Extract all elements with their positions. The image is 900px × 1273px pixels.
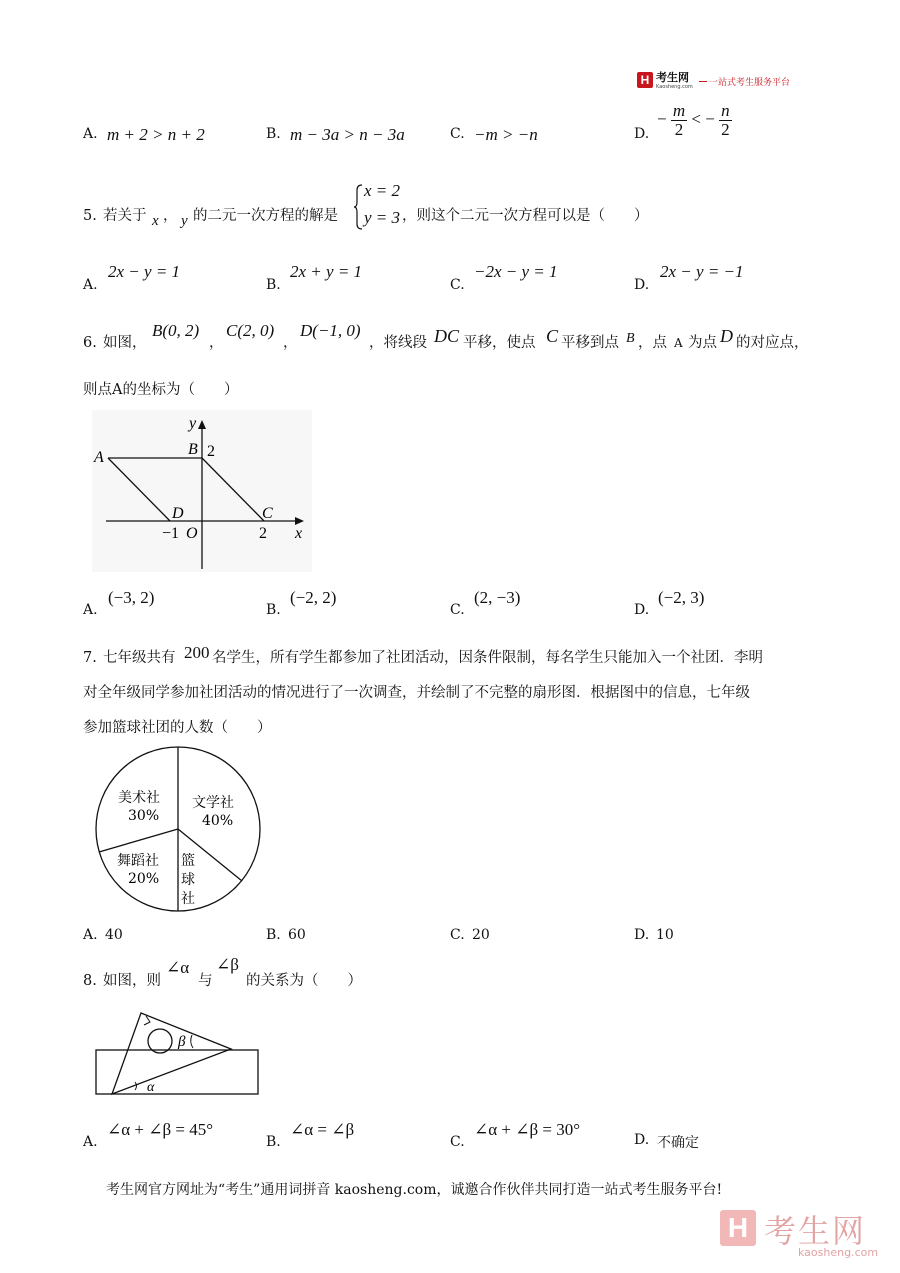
numerator: m	[672, 101, 686, 120]
q6-point-b-label: B	[626, 331, 635, 346]
watermark-url: kaosheng.com	[798, 1246, 879, 1259]
q5-system-brace	[354, 184, 364, 230]
slice-label-basketball-3: 社	[181, 891, 195, 907]
slice-pct-literature: 40%	[202, 813, 234, 829]
q8-text-c: 的关系为（ ）	[246, 973, 362, 989]
q6-point-c-label: C	[546, 326, 559, 346]
q7-option-d-value: 10	[656, 927, 674, 943]
set-square-triangle	[112, 1013, 231, 1094]
q7-option-a-value: 40	[105, 927, 123, 943]
label-d: D	[172, 505, 184, 522]
slice-label-dance: 舞蹈社	[117, 853, 159, 869]
q7-line3: 参加篮球社团的人数（ ）	[83, 720, 272, 736]
q6-option-d-letter: D.	[634, 602, 650, 618]
q5-option-a-expr: 2x − y = 1	[108, 262, 181, 281]
slice-pct-dance: 20%	[128, 871, 160, 887]
q5-option-c-letter: C.	[450, 277, 465, 293]
q6-option-b-expr: (−2, 2)	[290, 588, 337, 607]
logo-icon: H	[637, 72, 653, 88]
q6-text-a: 如图，	[103, 335, 147, 351]
q6-sep1: ，	[209, 335, 224, 351]
q8-option-c-expr: ∠α + ∠β = 30°	[474, 1120, 581, 1139]
q4-option-d-expr	[657, 102, 732, 139]
tick-2-y: 2	[207, 443, 215, 460]
q5-text-a: 若关于	[103, 208, 147, 224]
header-logo	[637, 71, 807, 91]
q6-option-a-expr: (−3, 2)	[108, 588, 155, 607]
watermark-logo-icon: H	[720, 1210, 756, 1246]
q8-text-b: 与	[198, 973, 213, 989]
label-c: C	[262, 505, 273, 522]
minus-sign: −	[705, 109, 715, 129]
q6-line2: 则点A的坐标为（ ）	[83, 382, 239, 398]
label-alpha: α	[147, 1080, 155, 1095]
q7-option-b-value: 60	[288, 927, 306, 943]
q8-option-b-expr: ∠α = ∠β	[290, 1120, 355, 1139]
less-than-sign: <	[691, 109, 701, 129]
fraction-n-over-2	[719, 102, 732, 139]
q7-option-d-letter: D.	[634, 927, 650, 943]
q6-text-g: 的对应点，	[736, 335, 809, 351]
logo-domain: Kaosheng.com	[656, 84, 693, 90]
label-beta: β	[178, 1034, 186, 1050]
q5-option-c-expr: −2x − y = 1	[474, 262, 558, 281]
q8-option-a-expr: ∠α + ∠β = 45°	[107, 1120, 214, 1139]
q6-coordinate-figure	[92, 410, 312, 572]
numerator: n	[721, 101, 730, 120]
q4-option-b-expr: m − 3a > n − 3a	[290, 125, 405, 144]
q6-text-d: 平移到点	[561, 335, 619, 351]
q5-text-c: ，则这个二元一次方程可以是（ ）	[402, 208, 649, 224]
q4-option-c-letter: C.	[450, 126, 465, 142]
q5-number: 5.	[83, 208, 97, 224]
q5-option-b-expr: 2x + y = 1	[290, 262, 363, 281]
q5-system-line2: y = 3	[364, 208, 401, 227]
q5-option-b-letter: B.	[266, 277, 281, 293]
q5-comma: ，	[163, 208, 178, 224]
q5-system-line1: x = 2	[364, 181, 401, 200]
q5-option-d-expr: 2x − y = −1	[660, 262, 744, 281]
q6-point-c: C(2, 0)	[226, 321, 275, 340]
logo-name: 考生网	[656, 71, 689, 84]
minus-sign: −	[657, 109, 667, 129]
label-origin: O	[186, 525, 198, 542]
slice-label-art: 美术社	[118, 790, 160, 806]
q6-option-b-letter: B.	[266, 602, 281, 618]
q6-point-d: D(−1, 0)	[300, 321, 361, 340]
q8-text-a: 如图，则	[103, 973, 161, 989]
watermark	[720, 1206, 890, 1264]
q7-option-c-letter: C.	[450, 927, 465, 943]
slice-pct-art: 30%	[128, 808, 160, 824]
q7-line2: 对全年级同学参加社团活动的情况进行了一次调查，并绘制了不完整的扇形图．根据图中的信息，七年级	[83, 685, 750, 701]
q7-option-b-letter: B.	[266, 927, 281, 943]
logo-slogan: 一站式考生服务平台	[709, 78, 791, 88]
q6-seg-dc: DC	[434, 326, 460, 346]
tick-neg1: −1	[162, 525, 180, 542]
q7-option-a-letter: A.	[83, 927, 98, 943]
label-y: y	[189, 415, 197, 432]
q8-angle-beta: ∠β	[216, 955, 239, 974]
q6-text-f: 为点	[688, 335, 717, 351]
denominator: 2	[674, 120, 684, 139]
q8-option-d-letter: D.	[634, 1132, 650, 1148]
slice-label-literature: 文学社	[192, 795, 234, 811]
label-x: x	[295, 525, 303, 542]
q8-option-b-letter: B.	[266, 1134, 281, 1150]
q6-point-b: B(0, 2)	[152, 321, 200, 340]
q7-count: 200	[184, 643, 210, 662]
q4-option-a-letter: A.	[83, 126, 98, 142]
q6-point-a-label: A	[674, 336, 683, 350]
q7-number: 7.	[83, 650, 97, 666]
q8-triangle-ruler-figure	[90, 1010, 270, 1096]
q7-text-b: 名学生，所有学生都参加了社团活动，因条件限制，每名学生只能加入一个社团．李明	[212, 650, 763, 666]
q5-var-x: x	[152, 213, 159, 229]
q6-point-d-label: D	[720, 326, 733, 346]
slice-label-basketball-1: 篮	[181, 853, 195, 869]
q6-sep2: ，	[283, 335, 298, 351]
q4-option-b-letter: B.	[266, 126, 281, 142]
q8-number: 8.	[83, 973, 97, 989]
q4-option-a-expr: m + 2 > n + 2	[107, 125, 205, 144]
right-angle-mark	[144, 1016, 150, 1025]
q6-option-c-letter: C.	[450, 602, 465, 618]
q5-option-d-letter: D.	[634, 277, 650, 293]
q8-angle-alpha: ∠α	[166, 958, 190, 977]
label-a: A	[94, 449, 104, 466]
q6-text-e: ，点	[638, 335, 667, 351]
watermark-name: 考生网	[764, 1212, 867, 1250]
q6-text-c: 平移，使点	[463, 335, 536, 351]
q7-pie-chart	[93, 746, 263, 912]
q6-option-a-letter: A.	[83, 602, 98, 618]
fraction-m-over-2	[671, 102, 687, 139]
q8-option-a-letter: A.	[83, 1134, 98, 1150]
q5-text-b: 的二元一次方程的解是	[193, 208, 338, 224]
q5-option-a-letter: A.	[83, 277, 98, 293]
footer-text: 考生网官方网址为“考生”通用词拼音 kaosheng.com，诚邀合作伙伴共同打造一站式考生服务平台!	[106, 1182, 723, 1198]
slice-label-basketball-2: 球	[181, 872, 195, 888]
denominator: 2	[721, 120, 730, 139]
tick-2-x: 2	[259, 525, 267, 542]
q4-option-d-letter: D.	[634, 126, 650, 142]
q8-option-c-letter: C.	[450, 1134, 465, 1150]
label-b: B	[188, 441, 198, 458]
angle-alpha-arc	[135, 1082, 137, 1090]
q6-number: 6.	[83, 335, 97, 351]
q8-option-d-text: 不确定	[657, 1135, 699, 1151]
q7-option-c-value: 20	[472, 927, 490, 943]
q5-var-y: y	[181, 213, 188, 229]
angle-beta-arc	[191, 1035, 193, 1048]
q7-text-a: 七年级共有	[103, 650, 176, 666]
q6-text-b: ，将线段	[369, 335, 427, 351]
q6-option-d-expr: (−2, 3)	[658, 588, 705, 607]
q4-option-c-expr: −m > −n	[474, 125, 538, 144]
logo-divider	[699, 81, 707, 82]
q6-option-c-expr: (2, −3)	[474, 588, 521, 607]
